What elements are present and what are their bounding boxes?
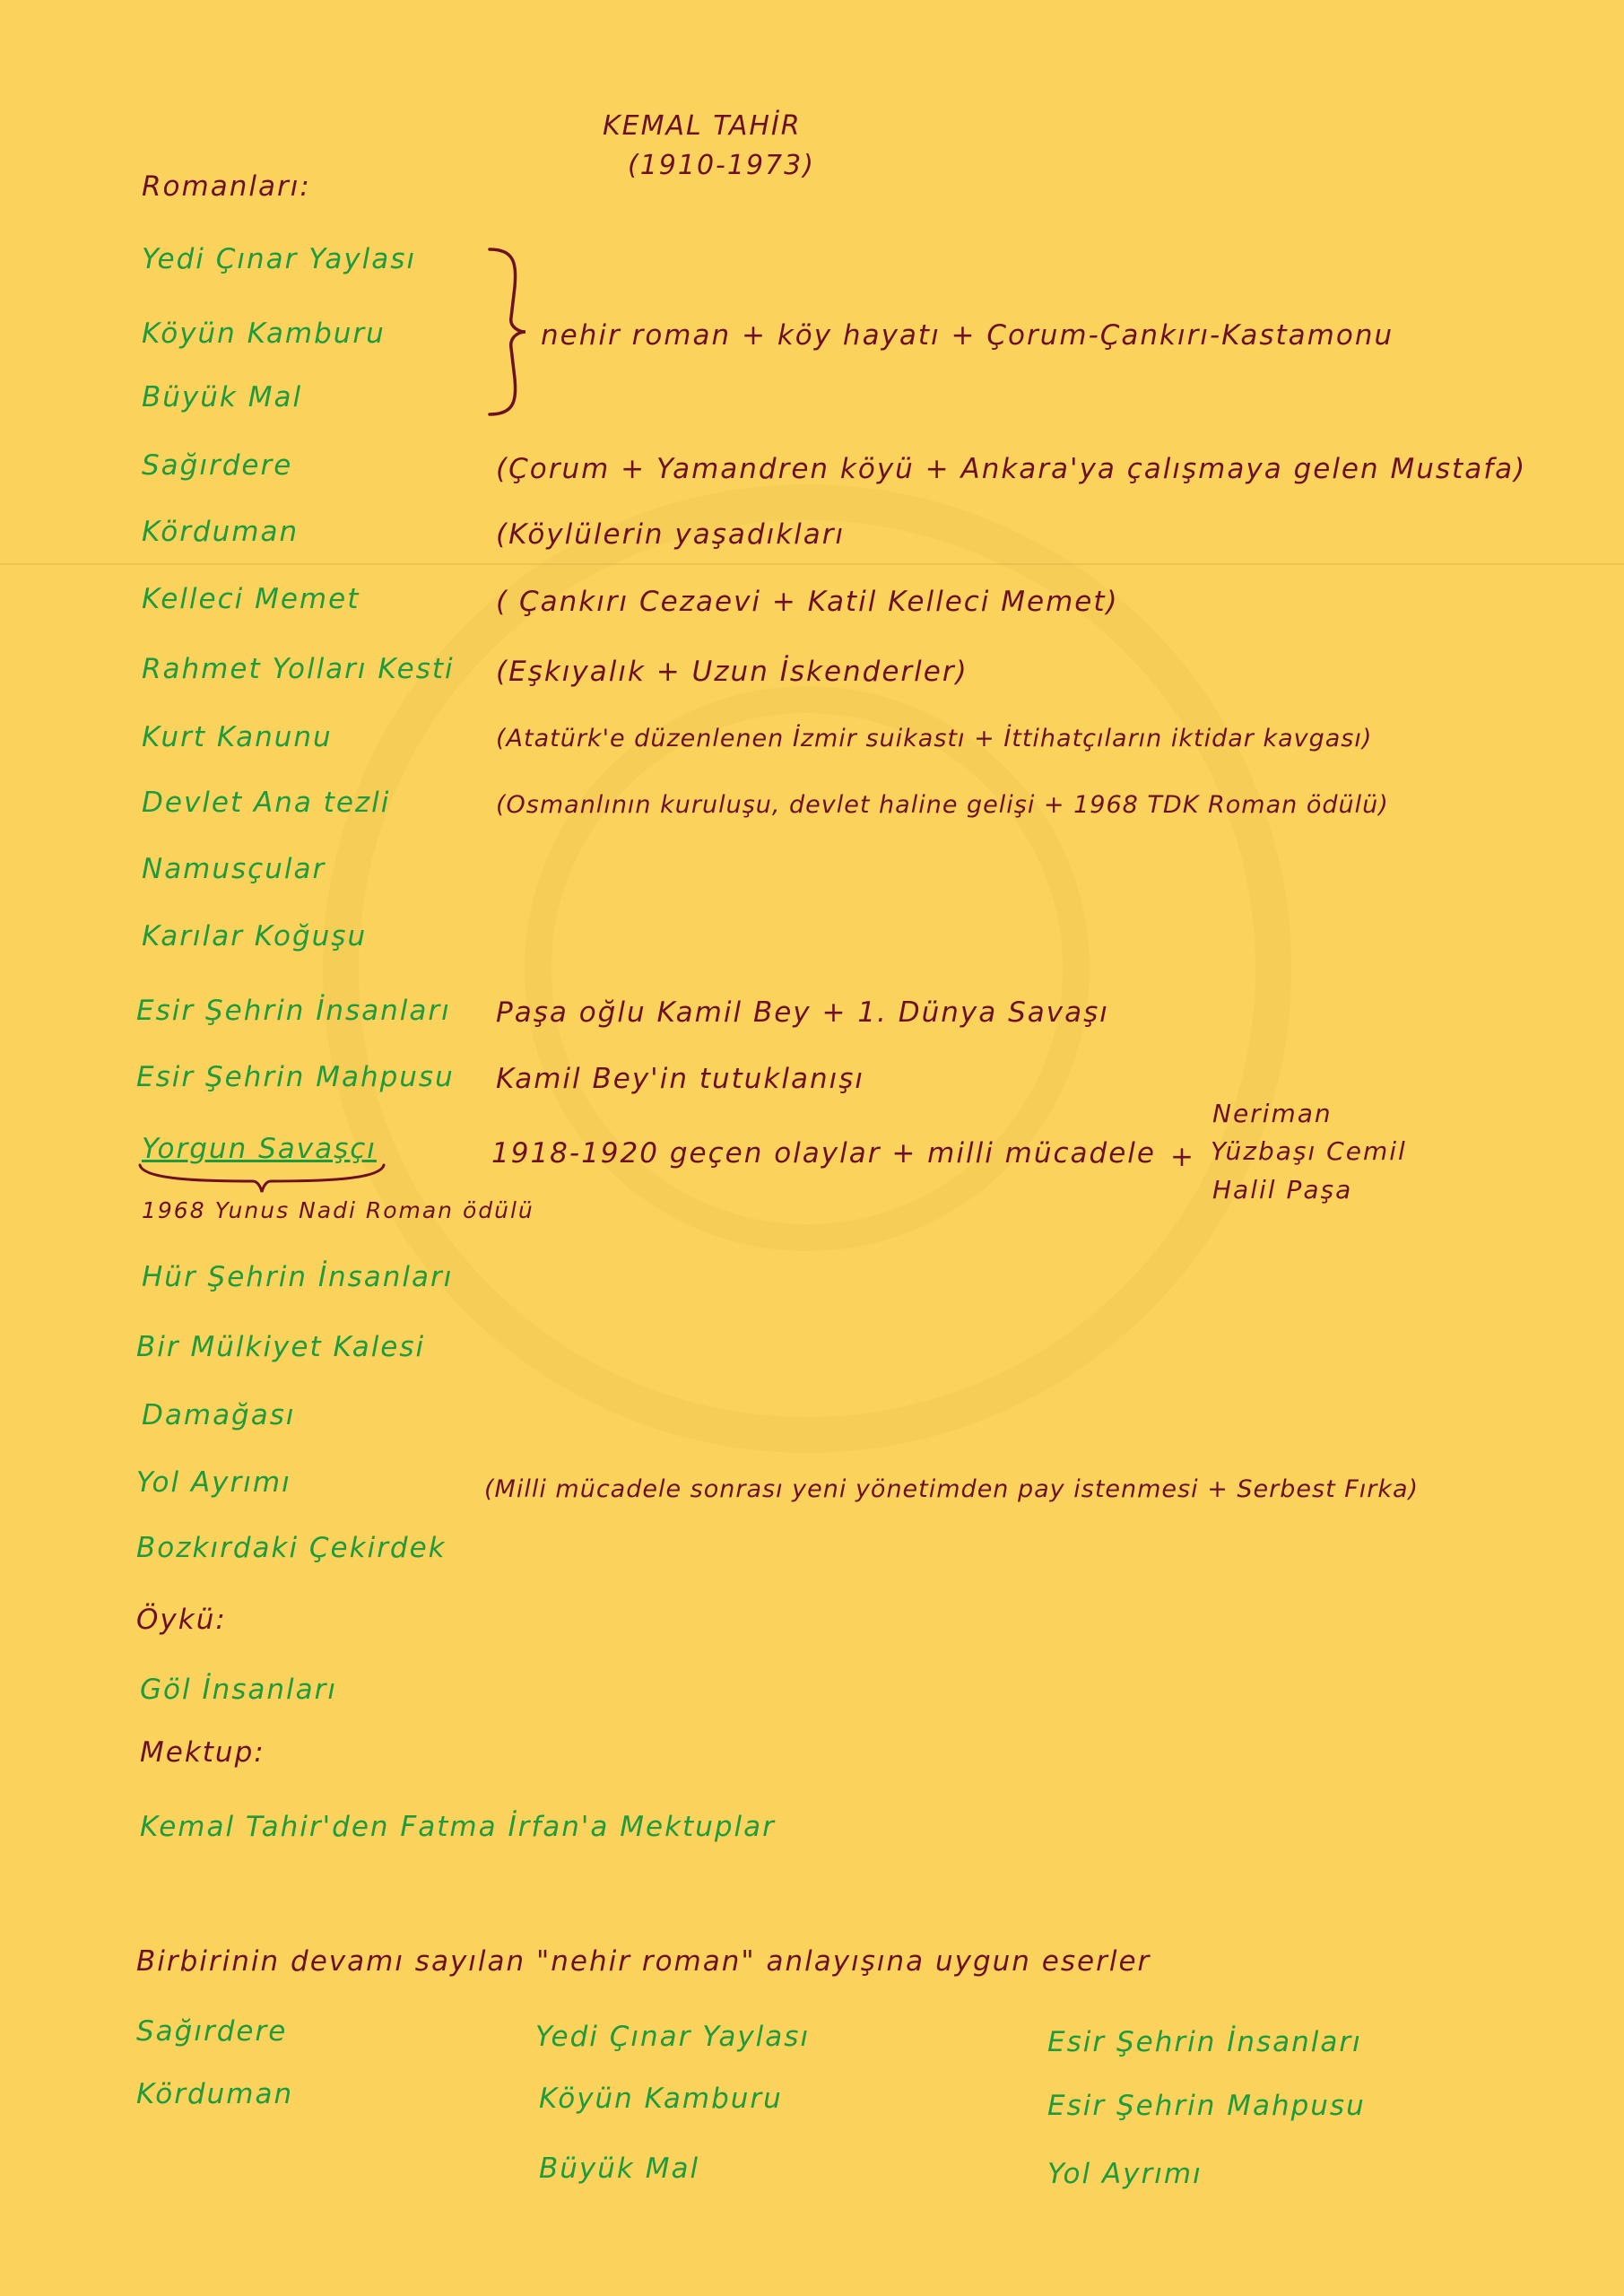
- river-col2-item: Köyün Kamburu: [539, 2083, 783, 2115]
- novel-title: Bir Mülkiyet Kalesi: [136, 1331, 426, 1363]
- letters-heading: Mektup:: [140, 1736, 265, 1769]
- novel-title: Büyük Mal: [142, 381, 303, 413]
- novel-note: (Köylülerin yaşadıkları: [496, 518, 846, 551]
- novels-heading: Romanları:: [142, 170, 311, 203]
- novel-note: (Osmanlının kuruluşu, devlet haline gelişi + 1968 TDK Roman ödülü): [496, 791, 1389, 819]
- story-title: Göl İnsanları: [140, 1674, 338, 1706]
- river-col3-item: Esir Şehrin Mahpusu: [1047, 2090, 1366, 2122]
- novel-note: 1918-1920 geçen olaylar + milli mücadele: [491, 1137, 1156, 1170]
- novel-note: Kamil Bey'in tutuklanışı: [496, 1063, 865, 1095]
- novel-title: Kurt Kanunu: [142, 721, 333, 753]
- novel-title: Hür Şehrin İnsanları: [142, 1261, 454, 1293]
- novel-note: ( Çankırı Cezaevi + Katil Kelleci Memet): [496, 586, 1119, 618]
- novel-note: (Çorum + Yamandren köyü + Ankara'ya çalışmaya gelen Mustafa): [496, 453, 1527, 485]
- river-col1-item: Sağırdere: [136, 2015, 288, 2048]
- character-name: Neriman: [1212, 1099, 1333, 1128]
- novel-note: (Eşkıyalık + Uzun İskenderler): [496, 656, 968, 688]
- award-note: 1968 Yunus Nadi Roman ödülü: [142, 1197, 534, 1223]
- novel-title: Namusçular: [142, 853, 326, 885]
- author-name: KEMAL TAHİR: [603, 110, 802, 142]
- novel-title: Bozkırdaki Çekirdek: [136, 1532, 447, 1564]
- novel-title: Devlet Ana tezli: [142, 787, 391, 819]
- underbrace-mark: [136, 1161, 387, 1197]
- novel-title: Esir Şehrin İnsanları: [136, 995, 451, 1027]
- river-heading: Birbirinin devamı sayılan "nehir roman" anlayışına uygun eserler: [136, 1945, 1151, 1978]
- river-col1-item: Körduman: [136, 2078, 294, 2110]
- novel-title: Körduman: [142, 516, 300, 548]
- plus-sign: +: [1170, 1141, 1195, 1173]
- novel-title: Yol Ayrımı: [136, 1466, 291, 1499]
- novel-title: Köyün Kamburu: [142, 317, 386, 350]
- character-name: Yüzbaşı Cemil: [1211, 1136, 1407, 1166]
- stories-heading: Öykü:: [136, 1604, 227, 1636]
- letter-title: Kemal Tahir'den Fatma İrfan'a Mektuplar: [140, 1811, 776, 1843]
- novel-title: Yorgun Savaşçı: [142, 1133, 377, 1165]
- river-col3-item: Esir Şehrin İnsanları: [1047, 2026, 1362, 2058]
- author-years: (1910-1973): [628, 150, 815, 181]
- novel-title: Kelleci Memet: [142, 583, 360, 615]
- trilogy-brace: [484, 242, 531, 422]
- character-name: Halil Paşa: [1212, 1175, 1353, 1205]
- novel-note: Paşa oğlu Kamil Bey + 1. Dünya Savaşı: [496, 996, 1109, 1029]
- novel-title: Karılar Koğuşu: [142, 920, 368, 952]
- river-col3-item: Yol Ayrımı: [1047, 2158, 1203, 2190]
- novel-title: Sağırdere: [142, 449, 293, 482]
- trilogy-note: nehir roman + köy hayatı + Çorum-Çankırı-Kastamonu: [541, 319, 1394, 352]
- novel-note: (Atatürk'e düzenlenen İzmir suikastı + İttihatçıların iktidar kavgası): [496, 725, 1373, 752]
- river-col2-item: Yedi Çınar Yaylası: [535, 2021, 811, 2053]
- novel-title: Esir Şehrin Mahpusu: [136, 1061, 455, 1093]
- novel-title: Yedi Çınar Yaylası: [142, 243, 417, 275]
- novel-title: Rahmet Yolları Kesti: [142, 653, 455, 685]
- river-col2-item: Büyük Mal: [539, 2152, 700, 2185]
- novel-title: Damağası: [142, 1399, 296, 1431]
- novel-note: (Milli mücadele sonrası yeni yönetimden pay istenmesi + Serbest Fırka): [484, 1475, 1420, 1503]
